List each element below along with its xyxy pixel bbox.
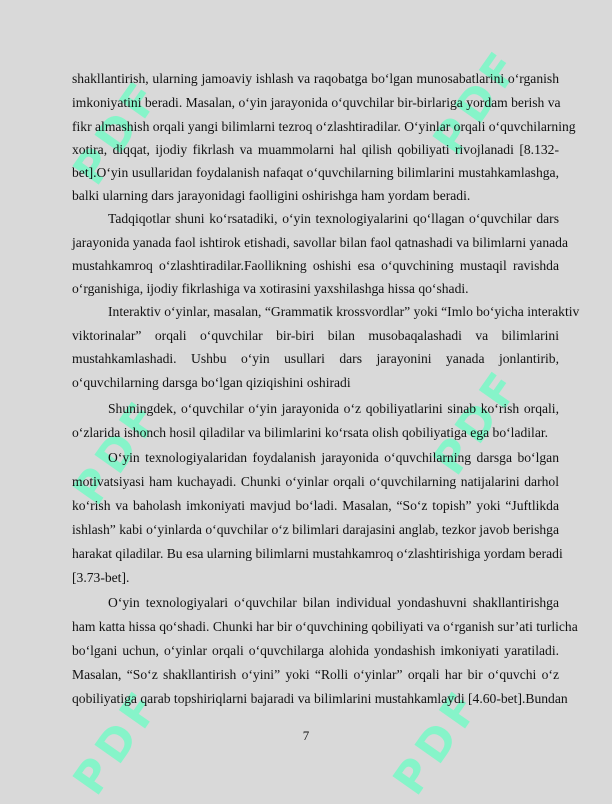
text-line: qobiliyatiga qarab topshiriqlarni bajaradi va bilimlarini mustahkamlaydi [4.60-bet].Bundan bbox=[72, 691, 568, 706]
text-line: [3.73-bet]. bbox=[72, 570, 130, 585]
watermark-bottom-left: PDF bbox=[63, 679, 173, 804]
text-line: O‘yin texnologiyalari o‘quvchilar bilan individual yondashuvni shakllantirishga bbox=[108, 595, 559, 610]
text-line: mustahkamlashadi. Ushbu o‘yin usullari dars jarayonini yanada jonlantirib, bbox=[72, 351, 559, 366]
text-line: ham katta hissa qo‘shadi. Chunki har bir o‘quvchining qobiliyati va o‘rganish sur’ati turlicha bbox=[72, 619, 578, 634]
text-line: fikr almashish orqali yangi bilimlarni tezroq o‘zlashtiradilar. O‘yinlar orqali o‘quvchilarning bbox=[72, 119, 576, 134]
watermark-bottom-right: PDF bbox=[383, 679, 493, 804]
text-line: harakat qiladilar. Bu esa ularning bilimlarni mustahkamroq o‘zlashtirishiga yordam beradi bbox=[72, 546, 563, 561]
text-line: bo‘lgani uchun, o‘yinlar orqali o‘quvchilarga alohida yondashish imkoniyati yaratiladi. bbox=[72, 643, 559, 658]
text-line: mustahkamroq o‘zlashtiradilar.Faollikning oshishi esa o‘quvchining mustaqil ravishda bbox=[72, 258, 559, 273]
watermark-mid-right: PDF bbox=[423, 359, 533, 485]
text-line: xotira, diqqat, ijodiy fikrlash va muammolarni hal qilish qobiliyati rivojlanadi [8.132- bbox=[72, 142, 559, 157]
text-line: o‘rganishiga, ijodiy fikrlashiga va xotirasini yaxshilashga hissa qo‘shadi. bbox=[72, 281, 469, 296]
text-line: bet].O‘yin usullaridan foydalanish nafaqat o‘quvchilarning bilimlarini mustahkamlashga, bbox=[72, 165, 559, 180]
text-line: Shuningdek, o‘quvchilar o‘yin jarayonida o‘z qobiliyatlarini sinab ko‘rish orqali, bbox=[108, 401, 559, 416]
text-line: Tadqiqotlar shuni ko‘rsatadiki, o‘yin texnologiyalarini qo‘llagan o‘quvchilar dars bbox=[108, 211, 559, 226]
watermark-top-left: PDF bbox=[63, 69, 173, 195]
text-line: motivatsiyasi ham kuchayadi. Chunki o‘yinlar orqali o‘quvchilarning natijalarini darhol bbox=[72, 474, 559, 489]
text-line: jarayonida yanada faol ishtirok etishadi, savollar bilan faol qatnashadi va bilimlarni yanada bbox=[72, 235, 569, 250]
page-number: 7 bbox=[302, 728, 310, 743]
text-line: Interaktiv o‘yinlar, masalan, “Grammatik krossvordlar” yoki “Imlo bo‘yicha interaktiv bbox=[108, 304, 580, 319]
text-line: ko‘rish va baholash imkoniyati mavjud bo‘ladi. Masalan, “So‘z topish” yoki “Juftlikda bbox=[72, 498, 559, 513]
text-line: o‘quvchilarning darsga bo‘lgan qiziqishini oshiradi bbox=[72, 375, 351, 390]
text-line: imkoniyatini beradi. Masalan, o‘yin jarayonida o‘quvchilar bir-birlariga yordam berish va bbox=[72, 95, 561, 110]
watermark-mid-left: PDF bbox=[63, 389, 173, 515]
text-line: o‘zlarida ishonch hosil qiladilar va bilimlarini ko‘rsata olish qobiliyatiga ega bo‘ladilar. bbox=[72, 425, 549, 440]
watermark-top-right: PDF bbox=[423, 39, 533, 165]
text-line: balki ularning dars jarayonidagi faolligini oshirishga ham yordam beradi. bbox=[72, 188, 471, 203]
text-line: Masalan, “So‘z shakllantirish o‘yini” yoki “Rolli o‘yinlar” orqali har bir o‘quvchi o‘z bbox=[72, 667, 559, 682]
text-line: shakllantirish, ularning jamoaviy ishlash va raqobatga bo‘lgan munosabatlarini o‘rganish bbox=[72, 71, 559, 86]
text-line: viktorinalar” orqali o‘quvchilar bir-biri bilan musobaqalashadi va bilimlarini bbox=[72, 328, 559, 343]
text-line: O‘yin texnologiyalaridan foydalanish jarayonida o‘quvchilarning darsga bo‘lgan bbox=[108, 450, 559, 465]
text-line: ishlash” kabi o‘yinlarda o‘quvchilar o‘z bilimlari darajasini anglab, tezkor javob berishga bbox=[72, 522, 559, 537]
